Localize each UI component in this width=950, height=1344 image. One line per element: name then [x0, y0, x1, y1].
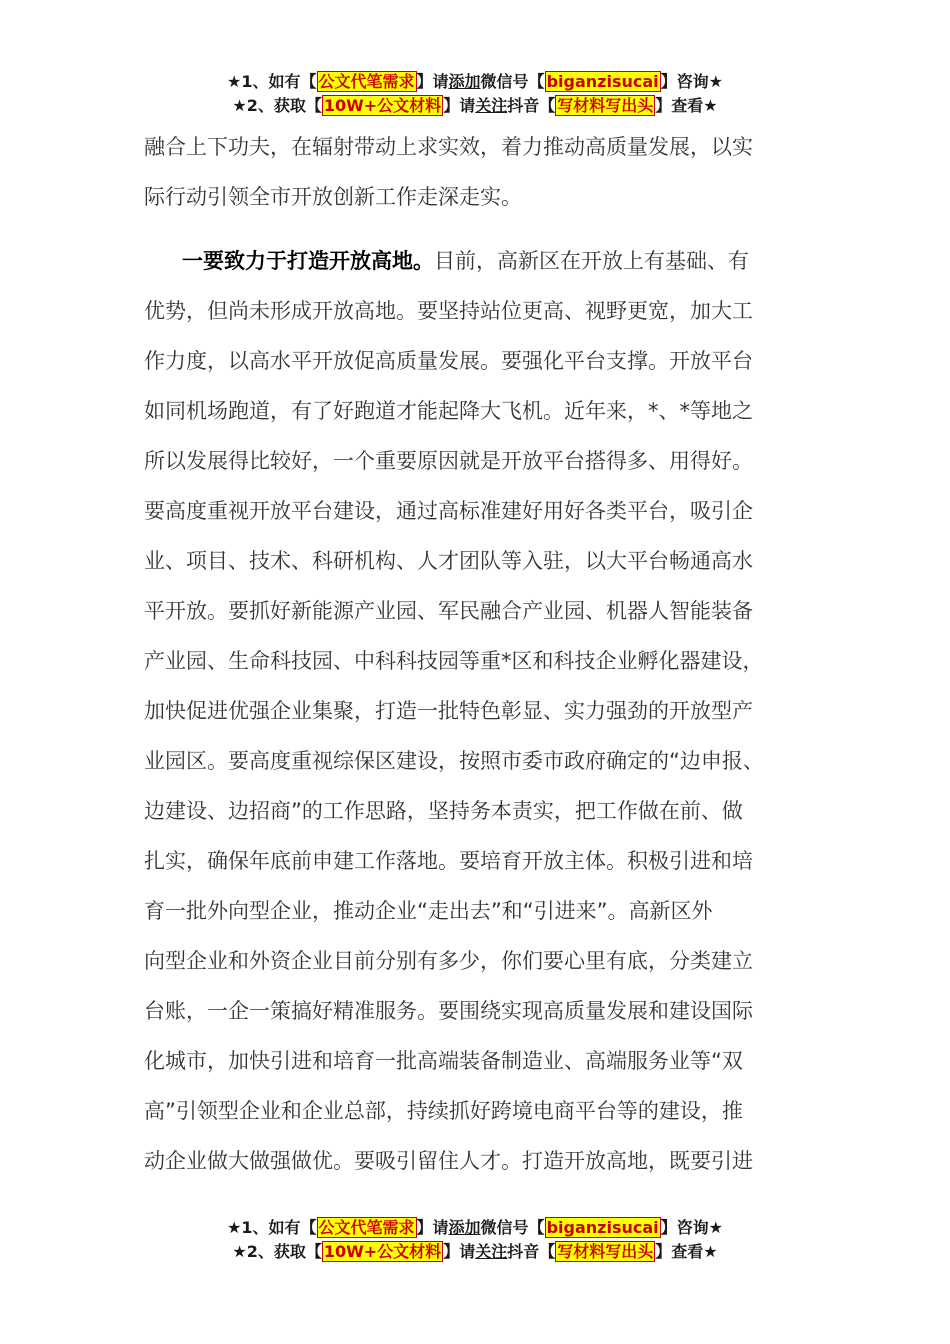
- body-line: 要高度重视开放平台建设，通过高标准建好用好各类平台，吸引企: [144, 499, 753, 523]
- promo-underlined: 添加: [448, 1218, 481, 1237]
- promo-highlight: biganzisucai: [546, 72, 659, 91]
- promo-highlight: 10W+公文材料: [323, 1242, 442, 1261]
- document-body: [144, 122, 816, 1186]
- body-line: 融合上下功夫，在辐射带动上求实效，着力推动高质量发展，以实: [144, 135, 753, 159]
- body-line: 业、项目、技术、科研机构、人才团队等入驻，以大平台畅通高水: [144, 549, 753, 573]
- body-line: 高”引领型企业和企业总部，持续抓好跨境电商平台等的建设，推: [144, 1099, 743, 1123]
- body-line: 如同机场跑道，有了好跑道才能起降大飞机。近年来，*、*等地之: [144, 399, 753, 423]
- body-line: 业园区。要高度重视综保区建设，按照市委市政府确定的“边申报、: [144, 749, 764, 773]
- promo-text: 】查看★: [655, 96, 718, 115]
- promo-banner-bottom: [0, 1216, 950, 1264]
- body-line: 台账，一企一策搞好精准服务。要围绕实现高质量发展和建设国际: [144, 999, 753, 1023]
- body-line: 向型企业和外资企业目前分别有多少，你们要心里有底，分类建立: [144, 949, 753, 973]
- paragraph-lead: 一要致力于打造开放高地。: [182, 249, 434, 273]
- promo-line-1: [0, 70, 950, 94]
- body-line: 化城市，加快引进和培育一批高端装备制造业、高端服务业等“双: [144, 1049, 743, 1073]
- promo-highlight: biganzisucai: [546, 1218, 659, 1237]
- promo-text: ★1、如有【: [227, 72, 317, 91]
- body-line: 所以发展得比较好，一个重要原因就是开放平台搭得多、用得好。: [144, 449, 753, 473]
- promo-text: ★1、如有【: [227, 1218, 317, 1237]
- promo-highlight: 10W+公文材料: [323, 96, 442, 115]
- promo-highlight: 公文代笔需求: [318, 72, 415, 91]
- promo-highlight: 公文代笔需求: [318, 1218, 415, 1237]
- body-line: 平开放。要抓好新能源产业园、军民融合产业园、机器人智能装备: [144, 599, 753, 623]
- body-line: 优势，但尚未形成开放高地。要坚持站位更高、视野更宽，加大工: [144, 299, 753, 323]
- promo-text: 】咨询★: [660, 1218, 723, 1237]
- body-line: 边建设、边招商”的工作思路，坚持务本责实，把工作做在前、做: [144, 799, 743, 823]
- promo-line-2: [0, 1240, 950, 1264]
- promo-text: 】查看★: [655, 1242, 718, 1261]
- body-line: 产业园、生命科技园、中科科技园等重*区和科技企业孵化器建设，: [144, 649, 764, 673]
- body-line: 作力度，以高水平开放促高质量发展。要强化平台支撑。开放平台: [144, 349, 753, 373]
- promo-highlight: 写材料写出头: [557, 96, 654, 115]
- promo-text: 微信号【: [480, 1218, 545, 1237]
- promo-text: 微信号【: [480, 72, 545, 91]
- body-line: 际行动引领全市开放创新工作走深走实。: [144, 185, 522, 209]
- promo-text: 】请: [416, 72, 449, 91]
- body-line: 育一批外向型企业，推动企业“走出去”和“引进来”。高新区外: [144, 899, 713, 923]
- promo-highlight: 写材料写出头: [557, 1242, 654, 1261]
- body-line: 动企业做大做强做优。要吸引留住人才。打造开放高地，既要引进: [144, 1149, 753, 1173]
- body-line: 加快促进优强企业集聚，打造一批特色彰显、实力强劲的开放型产: [144, 699, 753, 723]
- promo-text: 】请: [443, 96, 476, 115]
- paragraph-first-line: [144, 236, 816, 286]
- promo-underlined: 添加: [448, 72, 481, 91]
- body-line: 扎实，确保年底前申建工作落地。要培育开放主体。积极引进和培: [144, 849, 753, 873]
- promo-line-1: [0, 1216, 950, 1240]
- paragraph-gap: [144, 222, 816, 236]
- promo-banner-top: [0, 70, 950, 118]
- promo-text: 】请: [443, 1242, 476, 1261]
- promo-underlined: 关注: [475, 1242, 508, 1261]
- promo-text: 抖音【: [507, 96, 556, 115]
- promo-text: 抖音【: [507, 1242, 556, 1261]
- paragraph-text: 目前，高新区在开放上有基础、有: [434, 249, 749, 273]
- promo-underlined: 关注: [475, 96, 508, 115]
- promo-text: 】咨询★: [660, 72, 723, 91]
- promo-text: ★2、获取【: [232, 1242, 322, 1261]
- promo-text: ★2、获取【: [232, 96, 322, 115]
- promo-text: 】请: [416, 1218, 449, 1237]
- promo-line-2: [0, 94, 950, 118]
